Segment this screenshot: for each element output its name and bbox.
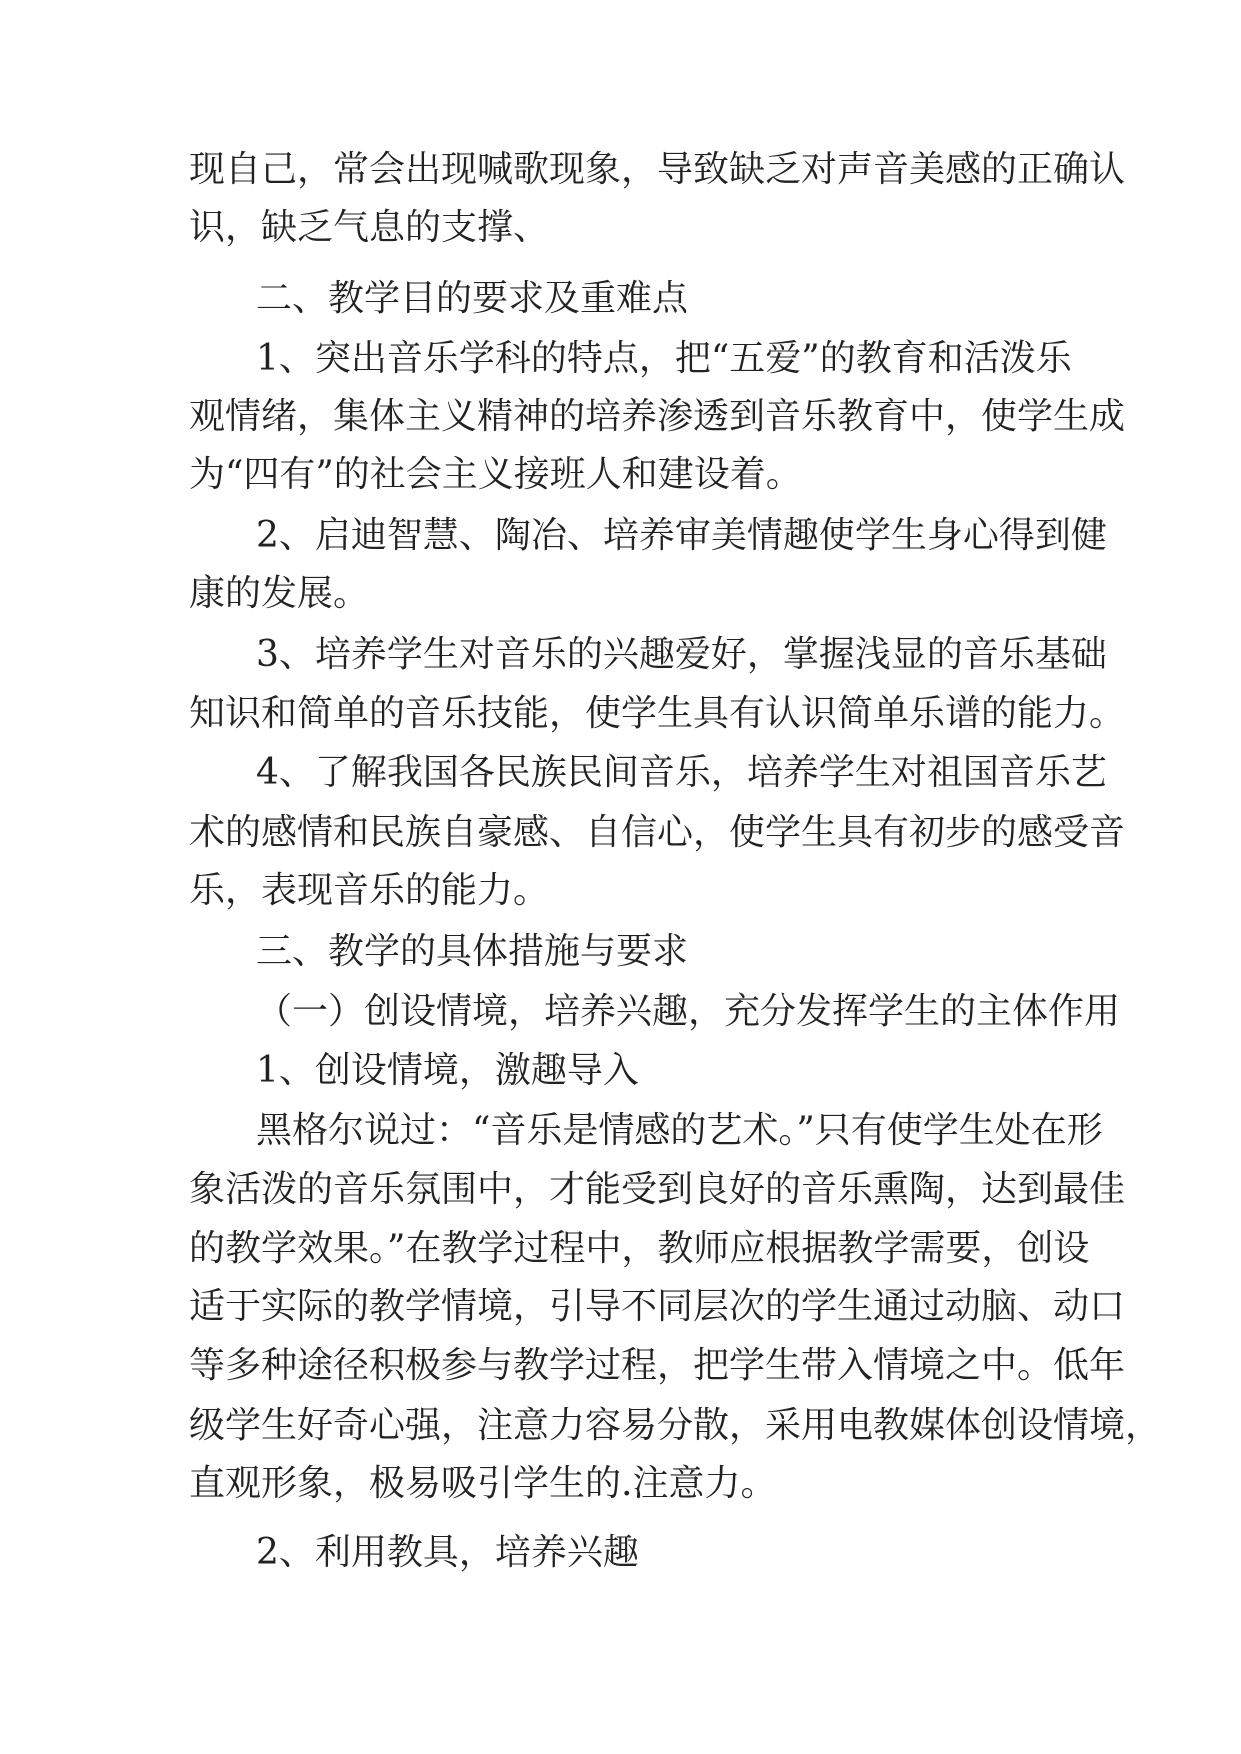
paragraph-line: 黑格尔说过：“音乐是情感的艺术。”只有使学生处在形 [256, 1110, 1103, 1151]
paragraph-line: 乐，表现音乐的能力。 [189, 870, 550, 911]
paragraph-line: 观情绪，集体主义精神的培养渗透到音乐教育中，使学生成 [189, 396, 1126, 437]
paragraph-line: 2、启迪智慧、陶冶、培养审美情趣使学生身心得到健 [256, 515, 1107, 556]
paragraph-line: 识，缺乏气息的支撑、 [189, 207, 550, 248]
paragraph-line: 为“四有”的社会主义接班人和建设着。 [189, 454, 802, 495]
paragraph-line: 术的感情和民族自豪感、自信心，使学生具有初步的感受音 [189, 812, 1126, 853]
subsection-heading: 1、创设情境，激趣导入 [256, 1050, 639, 1091]
paragraph-line: 的教学效果。”在教学过程中，教师应根据教学需要，创设 [189, 1228, 1090, 1269]
paragraph-line: 4、了解我国各民族民间音乐，培养学生对祖国音乐艺 [256, 752, 1107, 793]
paragraph-line: 适于实际的教学情境，引导不同层次的学生通过动脑、动口 [189, 1286, 1126, 1327]
paragraph-line: 直观形象，极易吸引学生的.注意力。 [189, 1463, 777, 1504]
paragraph-line: 1、突出音乐学科的特点，把“五爱”的教育和活泼乐 [256, 338, 1072, 379]
paragraph-line: 现自己，常会出现喊歌现象，导致缺乏对声音美感的正确认 [189, 149, 1126, 190]
paragraph-line: 级学生好奇心强，注意力容易分散，采用电教媒体创设情境， [189, 1405, 1162, 1446]
section-heading: 二、教学目的要求及重难点 [256, 278, 689, 319]
paragraph-line: 3、培养学生对音乐的兴趣爱好，掌握浅显的音乐基础 [256, 634, 1107, 675]
paragraph-line: 象活泼的音乐氛围中，才能受到良好的音乐熏陶，达到最佳 [189, 1169, 1126, 1210]
subsection-heading: 2、利用教具，培养兴趣 [256, 1532, 639, 1573]
paragraph-line: 等多种途径积极参与教学过程，把学生带入情境之中。低年 [189, 1345, 1126, 1386]
paragraph-line: 康的发展。 [189, 573, 370, 614]
section-heading: 三、教学的具体措施与要求 [256, 931, 689, 972]
paragraph-line: 知识和简单的音乐技能，使学生具有认识简单乐谱的能力。 [189, 693, 1126, 734]
subsection-heading: （一）创设情境，培养兴趣，充分发挥学生的主体作用 [256, 991, 1121, 1032]
